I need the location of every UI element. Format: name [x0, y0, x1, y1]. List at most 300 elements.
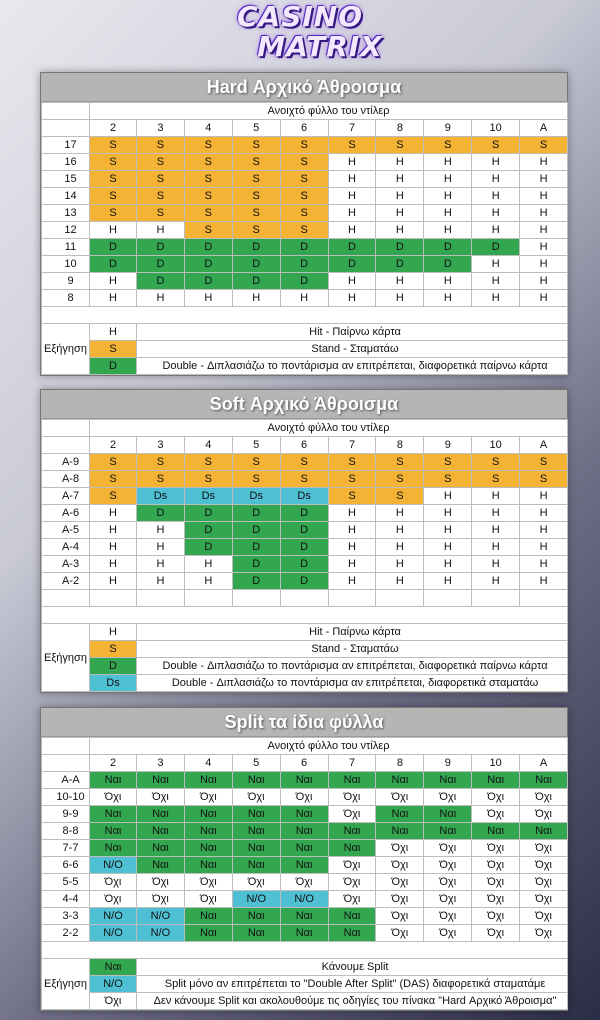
row-label: A-6 — [42, 505, 90, 522]
row-label: 10-10 — [42, 789, 90, 806]
dealer-header-row — [42, 738, 568, 755]
strategy-cell: H — [328, 171, 376, 188]
row-label: 6-6 — [42, 857, 90, 874]
corner-cell — [42, 120, 90, 137]
dealer-card-2: 2 — [90, 755, 137, 772]
strategy-cell: Ναι — [184, 823, 232, 840]
strategy-cell: H — [520, 505, 568, 522]
dealer-card-6: 6 — [280, 437, 328, 454]
strategy-cell: Όχι — [184, 891, 232, 908]
legend-code: Όχι — [90, 993, 137, 1010]
strategy-cell: Ds — [184, 488, 232, 505]
empty-cell — [520, 590, 568, 607]
legend-code: S — [90, 341, 137, 358]
strategy-cell: H — [520, 154, 568, 171]
strategy-cell: D — [90, 239, 137, 256]
strategy-cell: Ναι — [90, 772, 137, 789]
strategy-cell: D — [280, 556, 328, 573]
strategy-cell: H — [472, 205, 520, 222]
strategy-cell: Όχι — [137, 789, 185, 806]
strategy-cell: S — [280, 137, 328, 154]
row-label: 4-4 — [42, 891, 90, 908]
legend-text: Double - Διπλασιάζω το ποντάρισμα αν επιτρέπεται, διαφορετικά παίρνω κάρτα — [137, 358, 568, 375]
table-row — [42, 908, 568, 925]
spacer-cell — [42, 307, 568, 324]
strategy-cell: Όχι — [328, 857, 376, 874]
strategy-cell: Όχι — [280, 874, 328, 891]
row-label: A-7 — [42, 488, 90, 505]
strategy-cell: D — [137, 256, 185, 273]
dealer-card-9: 9 — [424, 437, 472, 454]
table-row — [42, 454, 568, 471]
strategy-cell: D — [232, 573, 280, 590]
strategy-cell: Όχι — [472, 840, 520, 857]
strategy-cell: D — [424, 239, 472, 256]
strategy-cell: H — [328, 205, 376, 222]
dealer-card-10: 10 — [472, 755, 520, 772]
logo-line-1: CASINO — [236, 0, 364, 33]
split-pairs-panel — [40, 707, 568, 1011]
strategy-cell: Όχι — [184, 874, 232, 891]
row-label: 11 — [42, 239, 90, 256]
strategy-cell: H — [472, 522, 520, 539]
strategy-cell: D — [184, 256, 232, 273]
dealer-card-header: Ανοιχτό φύλλο του ντίλερ — [90, 738, 568, 755]
row-label: 10 — [42, 256, 90, 273]
dealer-card-7: 7 — [328, 755, 376, 772]
dealer-card-10: 10 — [472, 437, 520, 454]
strategy-cell: S — [184, 471, 232, 488]
strategy-cell: Όχι — [424, 874, 472, 891]
table-row — [42, 205, 568, 222]
strategy-cell: Ναι — [376, 806, 424, 823]
panel-title: Hard Αρχικό Άθροισμα — [41, 73, 567, 102]
strategy-cell: H — [472, 256, 520, 273]
legend-row — [42, 624, 568, 641]
dealer-card-7: 7 — [328, 120, 376, 137]
strategy-cell: Ναι — [280, 823, 328, 840]
strategy-cell: H — [328, 290, 376, 307]
strategy-cell: D — [376, 239, 424, 256]
dealer-card-header: Ανοιχτό φύλλο του ντίλερ — [90, 103, 568, 120]
legend-row — [42, 675, 568, 692]
strategy-cell: H — [520, 522, 568, 539]
strategy-cell: Όχι — [520, 891, 568, 908]
strategy-cell: Όχι — [328, 806, 376, 823]
legend-code: Ναι — [90, 959, 137, 976]
hard-totals-panel — [40, 72, 568, 376]
strategy-cell: H — [424, 522, 472, 539]
strategy-cell: H — [137, 222, 185, 239]
dealer-card-8: 8 — [376, 437, 424, 454]
strategy-cell: H — [520, 290, 568, 307]
strategy-cell: Ναι — [328, 840, 376, 857]
row-label: 16 — [42, 154, 90, 171]
strategy-cell: S — [520, 471, 568, 488]
strategy-cell: D — [280, 256, 328, 273]
strategy-cell: H — [90, 539, 137, 556]
strategy-cell: S — [137, 137, 185, 154]
dealer-card-3: 3 — [137, 120, 185, 137]
strategy-cell: H — [472, 539, 520, 556]
dealer-card-8: 8 — [376, 755, 424, 772]
empty-cell — [232, 590, 280, 607]
strategy-cell: Ds — [137, 488, 185, 505]
strategy-cell: D — [376, 256, 424, 273]
legend-label: Εξήγηση — [42, 324, 90, 375]
strategy-cell: H — [137, 522, 185, 539]
table-row — [42, 789, 568, 806]
panel-title: Soft Αρχικό Άθροισμα — [41, 390, 567, 419]
corner-cell — [42, 437, 90, 454]
row-label: A-A — [42, 772, 90, 789]
strategy-cell: Όχι — [232, 789, 280, 806]
strategy-cell: S — [137, 188, 185, 205]
row-label: 8 — [42, 290, 90, 307]
legend-row — [42, 641, 568, 658]
panel-title: Split τα ίδια φύλλα — [41, 708, 567, 737]
dealer-card-2: 2 — [90, 120, 137, 137]
strategy-cell: H — [472, 488, 520, 505]
strategy-cell: H — [90, 505, 137, 522]
row-label: A-2 — [42, 573, 90, 590]
strategy-cell: D — [232, 539, 280, 556]
strategy-cell: S — [376, 471, 424, 488]
strategy-cell: Ναι — [184, 908, 232, 925]
strategy-cell: S — [280, 205, 328, 222]
row-label: A-8 — [42, 471, 90, 488]
strategy-cell: D — [280, 239, 328, 256]
strategy-cell: Όχι — [376, 789, 424, 806]
strategy-cell: S — [472, 454, 520, 471]
row-label: 17 — [42, 137, 90, 154]
strategy-cell: Ναι — [424, 772, 472, 789]
strategy-cell: S — [520, 454, 568, 471]
strategy-cell: H — [328, 273, 376, 290]
strategy-cell: Όχι — [280, 789, 328, 806]
dealer-card-6: 6 — [280, 755, 328, 772]
strategy-cell: H — [520, 488, 568, 505]
strategy-cell: D — [280, 522, 328, 539]
strategy-cell: H — [376, 556, 424, 573]
strategy-cell: H — [376, 154, 424, 171]
strategy-cell: S — [232, 454, 280, 471]
legend-code: Ds — [90, 675, 137, 692]
dealer-card-5: 5 — [232, 755, 280, 772]
strategy-cell: Ναι — [137, 840, 185, 857]
strategy-cell: S — [328, 488, 376, 505]
table-row — [42, 522, 568, 539]
strategy-cell: Ναι — [280, 908, 328, 925]
strategy-cell: S — [280, 471, 328, 488]
strategy-cell: D — [137, 505, 185, 522]
strategy-cell: Ναι — [280, 772, 328, 789]
table-row — [42, 556, 568, 573]
strategy-cell: D — [280, 539, 328, 556]
strategy-cell: Όχι — [376, 874, 424, 891]
dealer-card-A: A — [520, 755, 568, 772]
strategy-cell: H — [520, 171, 568, 188]
strategy-cell: Όχι — [376, 857, 424, 874]
strategy-cell: H — [520, 188, 568, 205]
row-label: 15 — [42, 171, 90, 188]
strategy-cell: H — [424, 556, 472, 573]
strategy-cell: Ναι — [232, 806, 280, 823]
strategy-cell: Ναι — [184, 925, 232, 942]
strategy-cell: Ναι — [90, 823, 137, 840]
dealer-card-A: A — [520, 437, 568, 454]
strategy-cell: H — [520, 573, 568, 590]
strategy-cell: S — [280, 454, 328, 471]
strategy-cell: D — [232, 505, 280, 522]
dealer-card-9: 9 — [424, 120, 472, 137]
strategy-cell: S — [184, 154, 232, 171]
strategy-cell: Όχι — [424, 789, 472, 806]
row-label: 9-9 — [42, 806, 90, 823]
strategy-cell: S — [184, 137, 232, 154]
strategy-cell: Όχι — [328, 891, 376, 908]
strategy-cell: H — [137, 556, 185, 573]
strategy-cell: D — [184, 522, 232, 539]
logo-line-2: MATRIX — [257, 30, 383, 63]
strategy-cell: H — [424, 505, 472, 522]
strategy-cell: N/O — [90, 908, 137, 925]
strategy-cell: D — [137, 273, 185, 290]
table-row — [42, 806, 568, 823]
strategy-cell: H — [520, 239, 568, 256]
table-row — [42, 273, 568, 290]
strategy-cell: H — [424, 171, 472, 188]
strategy-cell: Ναι — [137, 857, 185, 874]
casino-matrix-logo — [0, 2, 600, 68]
strategy-cell: S — [232, 205, 280, 222]
dealer-card-4: 4 — [184, 755, 232, 772]
strategy-cell: H — [424, 488, 472, 505]
strategy-cell: Ναι — [90, 840, 137, 857]
strategy-cell: H — [376, 188, 424, 205]
strategy-cell: D — [232, 522, 280, 539]
strategy-cell: Όχι — [90, 874, 137, 891]
strategy-cell: S — [280, 222, 328, 239]
strategy-cell: N/O — [90, 857, 137, 874]
dealer-card-3: 3 — [137, 755, 185, 772]
row-label: 7-7 — [42, 840, 90, 857]
strategy-table — [41, 419, 568, 692]
table-row — [42, 891, 568, 908]
strategy-cell: D — [280, 505, 328, 522]
strategy-cell: H — [472, 154, 520, 171]
legend-label: Εξήγηση — [42, 624, 90, 692]
strategy-cell: S — [376, 454, 424, 471]
strategy-cell: Ναι — [280, 840, 328, 857]
legend-text: Hit - Παίρνω κάρτα — [137, 624, 568, 641]
strategy-cell: H — [520, 556, 568, 573]
row-label: 8-8 — [42, 823, 90, 840]
strategy-cell: Ναι — [232, 840, 280, 857]
strategy-cell: S — [280, 188, 328, 205]
strategy-cell: D — [232, 273, 280, 290]
strategy-cell: S — [184, 188, 232, 205]
legend-text: Hit - Παίρνω κάρτα — [137, 324, 568, 341]
strategy-cell: H — [424, 222, 472, 239]
strategy-cell: H — [137, 573, 185, 590]
dealer-cards-row — [42, 437, 568, 454]
strategy-cell: H — [376, 222, 424, 239]
table-row — [42, 857, 568, 874]
strategy-cell: Ναι — [232, 925, 280, 942]
strategy-cell: Όχι — [328, 789, 376, 806]
strategy-cell: H — [424, 205, 472, 222]
strategy-cell: H — [424, 154, 472, 171]
strategy-cell: H — [424, 539, 472, 556]
strategy-cell: Ναι — [328, 823, 376, 840]
strategy-cell: D — [137, 239, 185, 256]
strategy-cell: Ds — [280, 488, 328, 505]
strategy-cell: N/O — [137, 925, 185, 942]
row-label: 2-2 — [42, 925, 90, 942]
strategy-cell: Ναι — [232, 772, 280, 789]
strategy-cell: D — [280, 273, 328, 290]
strategy-cell: H — [472, 171, 520, 188]
strategy-cell: S — [137, 454, 185, 471]
strategy-cell: H — [376, 522, 424, 539]
strategy-cell: H — [424, 573, 472, 590]
strategy-cell: S — [376, 137, 424, 154]
soft-totals-panel — [40, 389, 568, 693]
strategy-cell: H — [328, 505, 376, 522]
strategy-cell: H — [328, 222, 376, 239]
strategy-cell: Όχι — [376, 840, 424, 857]
strategy-cell: Όχι — [90, 891, 137, 908]
strategy-cell: D — [280, 573, 328, 590]
dealer-card-A: A — [520, 120, 568, 137]
strategy-cell: H — [472, 290, 520, 307]
strategy-cell: Όχι — [520, 857, 568, 874]
legend-row — [42, 358, 568, 375]
empty-cell — [472, 590, 520, 607]
spacer-row — [42, 307, 568, 324]
corner-cell — [42, 738, 90, 755]
strategy-cell: N/O — [280, 891, 328, 908]
strategy-cell: Ναι — [328, 772, 376, 789]
strategy-cell: D — [184, 239, 232, 256]
table-row — [42, 925, 568, 942]
strategy-cell: Ναι — [280, 857, 328, 874]
strategy-cell: S — [90, 454, 137, 471]
strategy-cell: H — [424, 290, 472, 307]
legend-text: Stand - Σταματάω — [137, 641, 568, 658]
strategy-cell: H — [472, 273, 520, 290]
strategy-cell: S — [184, 171, 232, 188]
empty-cell — [328, 590, 376, 607]
strategy-cell: Ναι — [424, 823, 472, 840]
strategy-cell: H — [472, 188, 520, 205]
strategy-cell: H — [90, 522, 137, 539]
spacer-row — [42, 942, 568, 959]
strategy-cell: Όχι — [472, 908, 520, 925]
strategy-cell: H — [376, 171, 424, 188]
strategy-cell: H — [472, 505, 520, 522]
table-row — [42, 573, 568, 590]
empty-cell — [184, 590, 232, 607]
strategy-cell: D — [184, 505, 232, 522]
strategy-cell: Όχι — [328, 874, 376, 891]
strategy-cell: Ναι — [184, 806, 232, 823]
table-row — [42, 772, 568, 789]
strategy-cell: S — [232, 154, 280, 171]
strategy-cell: N/O — [137, 908, 185, 925]
legend-code: D — [90, 358, 137, 375]
strategy-cell: Όχι — [376, 925, 424, 942]
strategy-cell: Όχι — [137, 874, 185, 891]
strategy-cell: H — [520, 539, 568, 556]
strategy-cell: Όχι — [472, 891, 520, 908]
strategy-cell: H — [137, 539, 185, 556]
strategy-cell: S — [232, 171, 280, 188]
strategy-cell: S — [232, 188, 280, 205]
strategy-cell: Όχι — [520, 874, 568, 891]
strategy-cell: S — [232, 222, 280, 239]
strategy-cell: Ναι — [232, 823, 280, 840]
strategy-cell: D — [184, 273, 232, 290]
strategy-cell: S — [137, 205, 185, 222]
strategy-cell: Όχι — [424, 908, 472, 925]
corner-cell — [42, 420, 90, 437]
strategy-cell: H — [472, 222, 520, 239]
strategy-cell: Ναι — [280, 925, 328, 942]
strategy-cell: S — [472, 137, 520, 154]
strategy-cell: H — [90, 573, 137, 590]
strategy-cell: S — [424, 454, 472, 471]
strategy-cell: D — [424, 256, 472, 273]
strategy-cell: Όχι — [472, 925, 520, 942]
strategy-cell: H — [328, 556, 376, 573]
dealer-card-8: 8 — [376, 120, 424, 137]
strategy-cell: D — [232, 256, 280, 273]
strategy-cell: H — [376, 273, 424, 290]
strategy-cell: Ναι — [184, 840, 232, 857]
dealer-card-header: Ανοιχτό φύλλο του ντίλερ — [90, 420, 568, 437]
table-row — [42, 171, 568, 188]
strategy-cell: N/O — [232, 891, 280, 908]
strategy-cell: H — [184, 556, 232, 573]
strategy-cell: H — [520, 205, 568, 222]
strategy-cell: Ναι — [472, 823, 520, 840]
row-label: A-4 — [42, 539, 90, 556]
strategy-cell: H — [328, 154, 376, 171]
strategy-cell: Ναι — [137, 823, 185, 840]
strategy-cell: Όχι — [90, 789, 137, 806]
strategy-cell: Όχι — [520, 789, 568, 806]
dealer-card-2: 2 — [90, 437, 137, 454]
table-row — [42, 239, 568, 256]
strategy-cell: D — [472, 239, 520, 256]
dealer-card-6: 6 — [280, 120, 328, 137]
legend-row — [42, 976, 568, 993]
spacer-cell — [42, 607, 568, 624]
strategy-cell: Ναι — [232, 908, 280, 925]
corner-cell — [42, 755, 90, 772]
legend-row — [42, 341, 568, 358]
row-label: 5-5 — [42, 874, 90, 891]
strategy-cell: Όχι — [137, 891, 185, 908]
strategy-cell: Όχι — [520, 806, 568, 823]
table-row — [42, 488, 568, 505]
strategy-cell: D — [328, 256, 376, 273]
strategy-cell: S — [328, 137, 376, 154]
legend-text: Double - Διπλασιάζω το ποντάρισμα αν επιτρέπεται, διαφορετικά σταματάω — [137, 675, 568, 692]
strategy-cell: H — [90, 556, 137, 573]
